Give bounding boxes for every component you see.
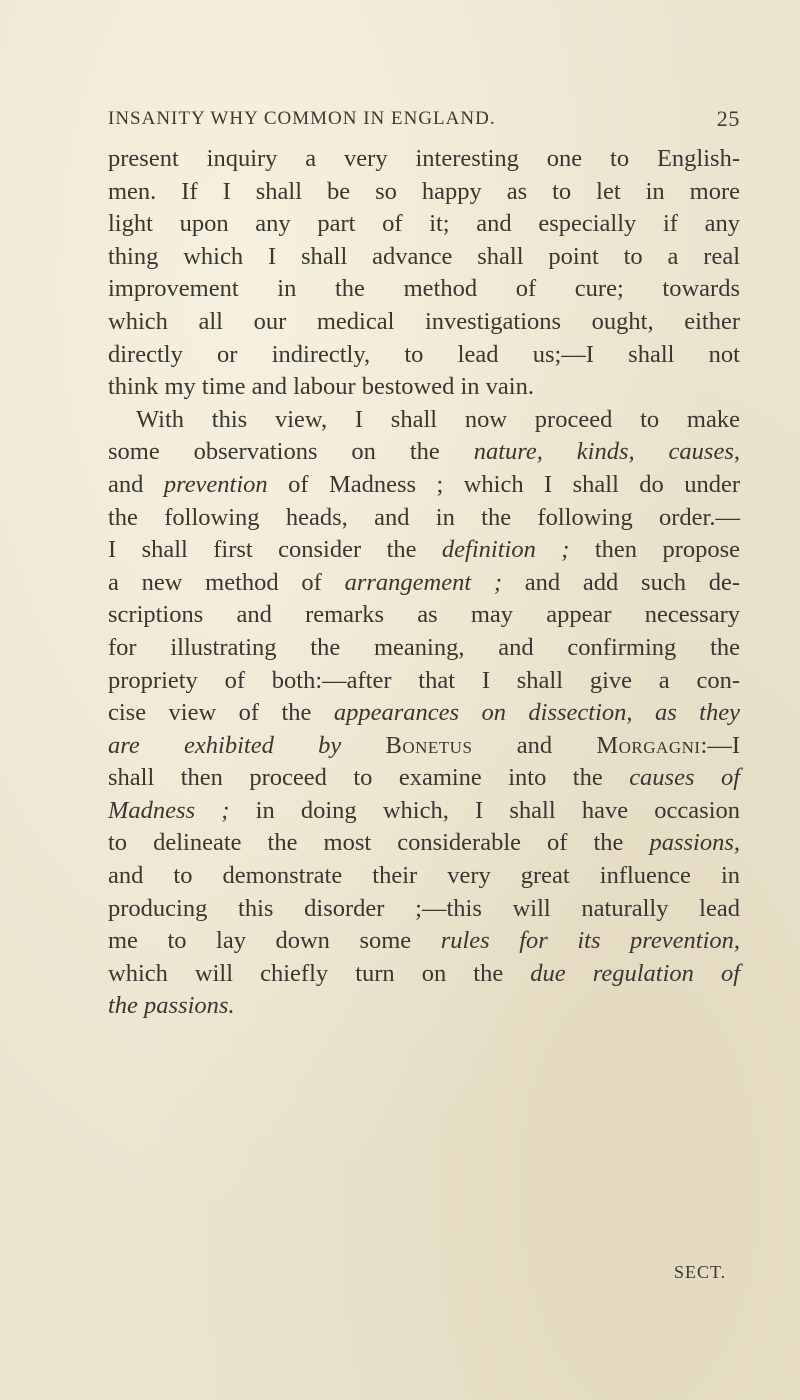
text-segment: propriety of both:—after that I shall give a con- [108, 666, 740, 694]
text-segment: then propose [569, 536, 741, 564]
text-segment: shall then proceed to examine into the [108, 764, 630, 792]
italic-text: due regulation of [530, 959, 741, 987]
text-segment: present inquiry a very interesting one to English- [108, 145, 740, 172]
text-line [108, 371, 740, 404]
text-segment: and to demonstrate their very great influence in [108, 862, 740, 890]
text-segment: which all our medical investigations ought, either [108, 307, 740, 335]
text-segment: and add such de- [502, 568, 740, 596]
italic-text: passions, [649, 829, 740, 857]
italic-text: Madness ; [108, 796, 230, 824]
text-segment: in doing which, I shall have occasion [229, 796, 740, 824]
italic-text: arrangement ; [344, 568, 503, 596]
text-segment: and [108, 470, 164, 498]
text-segment: directly or indirectly, to lead us;—I shall not [108, 340, 740, 368]
catchword: SECT. [674, 1262, 727, 1282]
text-segment: With this view, I shall now proceed to make [136, 405, 740, 433]
text-line [108, 860, 740, 893]
text-line [108, 599, 740, 632]
text-segment: a new method of [108, 568, 345, 596]
body-text [108, 143, 740, 1023]
text-line [108, 534, 740, 567]
text-segment: to delineate the most considerable of the [108, 829, 650, 857]
text-segment: think my time and labour bestowed in vain. [108, 373, 534, 401]
text-segment: cise view of the [108, 699, 334, 727]
italic-text: appearances on dissection, as they [333, 699, 740, 727]
text-line [108, 665, 740, 698]
text-segment: of Madness ; which I shall do under [267, 470, 741, 498]
text-segment: thing which I shall advance shall point to a real [108, 242, 740, 270]
text-line [108, 273, 740, 306]
text-segment: producing this disorder ;—this will naturally lead [108, 894, 740, 922]
text-segment: and [472, 731, 597, 759]
text-line [108, 567, 740, 600]
text-line [108, 241, 740, 274]
text-segment: me to lay down some [108, 927, 441, 955]
italic-text: rules for its prevention, [440, 927, 740, 955]
text-line [108, 632, 740, 665]
italic-text: causes of [629, 764, 741, 792]
text-line [108, 436, 740, 469]
text-line [108, 339, 740, 372]
text-line [108, 730, 740, 763]
italic-text: the passions. [108, 992, 235, 1020]
text-line [108, 697, 740, 730]
page-number: 25 [716, 106, 740, 131]
italic-text: definition ; [441, 536, 570, 564]
text-segment: which will chiefly turn on the [108, 959, 531, 987]
text-segment: :—I [700, 731, 740, 759]
running-head [108, 102, 740, 136]
text-segment: some observations on the [108, 438, 474, 466]
text-line [108, 143, 740, 176]
text-line [108, 925, 740, 958]
text-segment: men. If I shall be so happy as to let in more [108, 177, 740, 205]
text-line [108, 893, 740, 926]
text-segment: improvement in the method of cure; towards [108, 275, 740, 303]
text-line [108, 208, 740, 241]
text-line [108, 827, 740, 860]
text-line [108, 795, 740, 828]
italic-text: are exhibited by [108, 731, 342, 759]
text-segment: the following heads, and in the following order.— [108, 503, 740, 531]
text-line [108, 958, 740, 991]
italic-text: prevention [163, 470, 268, 498]
text-line [108, 502, 740, 535]
small-caps-name: Bonetus [385, 731, 473, 759]
text-line [108, 404, 740, 437]
text-line [108, 990, 740, 1023]
text-segment: I shall first consider the [108, 536, 442, 564]
text-line [108, 469, 740, 502]
text-line [108, 176, 740, 209]
italic-text: nature, kinds, causes, [473, 438, 740, 466]
text-line [108, 306, 740, 339]
running-title: INSANITY WHY COMMON IN ENGLAND. [108, 108, 496, 129]
text-segment: light upon any part of it; and especially if any [108, 210, 740, 238]
small-caps-name: Morgagni [596, 731, 701, 759]
text-segment [341, 732, 385, 759]
text-segment: scriptions and remarks as may appear necessary [108, 601, 740, 629]
text-segment: for illustrating the meaning, and confirming the [108, 633, 740, 661]
text-line [108, 762, 740, 795]
